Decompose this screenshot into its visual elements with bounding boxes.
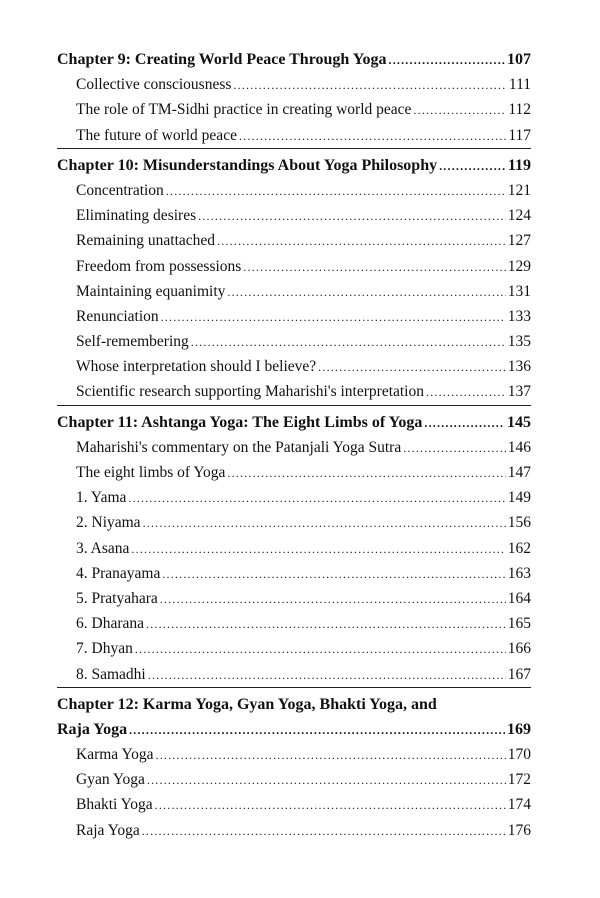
toc-entry bbox=[57, 485, 531, 510]
dot-leader bbox=[161, 305, 506, 330]
chapter-page-number: 107 bbox=[507, 51, 531, 68]
entry-page-number: 156 bbox=[507, 514, 531, 532]
entry-title: Scientific research supporting Maharishi's interpretation bbox=[76, 383, 424, 401]
table-of-contents bbox=[57, 47, 531, 843]
toc-entry bbox=[57, 818, 531, 843]
toc-entry bbox=[57, 662, 531, 687]
entry-page-number: 111 bbox=[508, 76, 531, 94]
toc-entry bbox=[57, 72, 531, 97]
entry-title: Whose interpretation should I believe? bbox=[76, 358, 317, 376]
entry-title: Remaining unattached bbox=[76, 232, 216, 250]
entry-title: Renunciation bbox=[76, 307, 159, 325]
dot-leader bbox=[135, 637, 506, 662]
entry-title: 1. Yama bbox=[76, 489, 127, 507]
chapter-title: Chapter 11: Ashtanga Yoga: The Eight Limbs of Yoga bbox=[57, 413, 423, 431]
entry-title: Bhakti Yoga bbox=[76, 796, 153, 814]
toc-entry bbox=[57, 123, 531, 148]
dot-leader bbox=[227, 280, 505, 305]
dot-leader bbox=[426, 380, 506, 405]
dot-leader bbox=[217, 229, 506, 254]
dot-leader bbox=[389, 48, 506, 73]
entry-page-number: 170 bbox=[507, 746, 531, 764]
toc-entry bbox=[57, 792, 531, 817]
entry-page-number: 146 bbox=[507, 438, 531, 456]
dot-leader bbox=[146, 612, 506, 637]
entry-page-number: 165 bbox=[507, 615, 531, 633]
toc-entry bbox=[57, 510, 531, 535]
chapter-title: Chapter 10: Misunderstandings About Yoga Philosophy bbox=[57, 156, 438, 174]
entry-title: 7. Dhyan bbox=[76, 640, 133, 658]
dot-leader bbox=[318, 355, 506, 380]
dot-leader bbox=[243, 255, 505, 280]
entry-page-number: 131 bbox=[507, 282, 531, 300]
toc-entry bbox=[57, 460, 531, 485]
chapter-heading bbox=[57, 153, 531, 178]
dot-leader bbox=[198, 204, 506, 229]
dot-leader bbox=[413, 98, 506, 123]
entry-page-number: 124 bbox=[507, 207, 531, 225]
dot-leader bbox=[128, 486, 505, 511]
entry-title: 5. Pratyahara bbox=[76, 589, 158, 607]
dot-leader bbox=[239, 124, 506, 149]
toc-entry bbox=[57, 354, 531, 379]
dot-leader bbox=[143, 511, 506, 536]
entry-page-number: 166 bbox=[507, 640, 531, 658]
entry-page-number: 172 bbox=[507, 771, 531, 789]
entry-title: Maharishi's commentary on the Patanjali Yoga Sutra bbox=[76, 438, 402, 456]
toc-entry bbox=[57, 435, 531, 460]
dot-leader bbox=[155, 793, 506, 818]
toc-entry bbox=[57, 636, 531, 661]
entry-page-number: 136 bbox=[507, 358, 531, 376]
entry-title: The role of TM-Sidhi practice in creating world peace bbox=[76, 101, 412, 119]
entry-title: 3. Asana bbox=[76, 539, 130, 557]
toc-entry bbox=[57, 304, 531, 329]
entry-page-number: 174 bbox=[507, 796, 531, 814]
chapter-page-number: 119 bbox=[507, 156, 531, 174]
entry-title: Concentration bbox=[76, 181, 164, 199]
entry-title: Karma Yoga bbox=[76, 746, 154, 764]
toc-entry bbox=[57, 329, 531, 354]
entry-page-number: 135 bbox=[507, 333, 531, 351]
entry-title: Collective consciousness bbox=[76, 76, 232, 94]
chapter-title-line1: Chapter 12: Karma Yoga, Gyan Yoga, Bhakti Yoga, and bbox=[57, 695, 437, 713]
chapter-title: Chapter 9: Creating World Peace Through Yoga bbox=[57, 51, 387, 68]
entry-title: 2. Niyama bbox=[76, 514, 141, 532]
dot-leader bbox=[424, 411, 505, 436]
entry-title: Gyan Yoga bbox=[76, 771, 145, 789]
toc-entry bbox=[57, 279, 531, 304]
toc-entry bbox=[57, 611, 531, 636]
toc-entry bbox=[57, 203, 531, 228]
entry-title: Raja Yoga bbox=[76, 821, 140, 839]
dot-leader bbox=[142, 819, 506, 844]
toc-entry bbox=[57, 228, 531, 253]
entry-page-number: 127 bbox=[507, 232, 531, 250]
chapter-title: Raja Yoga bbox=[57, 720, 128, 738]
entry-page-number: 137 bbox=[507, 383, 531, 401]
entry-page-number: 121 bbox=[507, 181, 531, 199]
chapter-page-number: 169 bbox=[507, 720, 531, 738]
entry-page-number: 164 bbox=[507, 589, 531, 607]
dot-leader bbox=[162, 562, 505, 587]
toc-entry bbox=[57, 536, 531, 561]
entry-page-number: 149 bbox=[507, 489, 531, 507]
entry-page-number: 117 bbox=[508, 126, 531, 144]
entry-title: Freedom from possessions bbox=[76, 257, 242, 275]
entry-page-number: 147 bbox=[507, 464, 531, 481]
entry-page-number: 163 bbox=[507, 564, 531, 582]
entry-page-number: 176 bbox=[507, 821, 531, 839]
dot-leader bbox=[191, 330, 506, 355]
entry-title: 8. Samadhi bbox=[76, 665, 146, 683]
toc-entry bbox=[57, 254, 531, 279]
chapter-9 bbox=[57, 47, 531, 148]
entry-title: Maintaining equanimity bbox=[76, 282, 226, 300]
entry-page-number: 167 bbox=[507, 665, 531, 683]
toc-entry bbox=[57, 561, 531, 586]
dot-leader bbox=[403, 436, 506, 461]
toc-entry bbox=[57, 97, 531, 122]
chapter-12 bbox=[57, 687, 531, 843]
entry-page-number: 112 bbox=[508, 101, 531, 119]
chapter-heading-line1 bbox=[57, 692, 531, 717]
entry-title: Eliminating desires bbox=[76, 207, 197, 225]
entry-page-number: 162 bbox=[507, 539, 531, 557]
entry-title: 6. Dharana bbox=[76, 615, 144, 633]
dot-leader bbox=[160, 587, 506, 612]
entry-title: Self-remembering bbox=[76, 333, 189, 351]
dot-leader bbox=[439, 154, 506, 179]
entry-title: 4. Pranayama bbox=[76, 564, 161, 582]
chapter-10 bbox=[57, 148, 531, 405]
toc-entry bbox=[57, 586, 531, 611]
entry-page-number: 133 bbox=[507, 307, 531, 325]
dot-leader bbox=[131, 537, 505, 562]
toc-entry bbox=[57, 379, 531, 404]
dot-leader bbox=[147, 768, 506, 793]
entry-title: The eight limbs of Yoga bbox=[76, 464, 226, 481]
toc-entry bbox=[57, 178, 531, 203]
entry-title: The future of world peace bbox=[76, 126, 237, 144]
dot-leader bbox=[233, 73, 506, 98]
chapter-page-number: 145 bbox=[507, 413, 531, 431]
dot-leader bbox=[227, 461, 505, 486]
entry-page-number: 129 bbox=[507, 257, 531, 275]
chapter-heading bbox=[57, 410, 531, 435]
dot-leader bbox=[129, 718, 505, 743]
toc-entry bbox=[57, 742, 531, 767]
chapter-11 bbox=[57, 405, 531, 687]
chapter-heading bbox=[57, 47, 531, 72]
toc-entry bbox=[57, 767, 531, 792]
dot-leader bbox=[148, 663, 506, 688]
dot-leader bbox=[166, 179, 506, 204]
chapter-heading bbox=[57, 717, 531, 742]
dot-leader bbox=[156, 743, 506, 768]
